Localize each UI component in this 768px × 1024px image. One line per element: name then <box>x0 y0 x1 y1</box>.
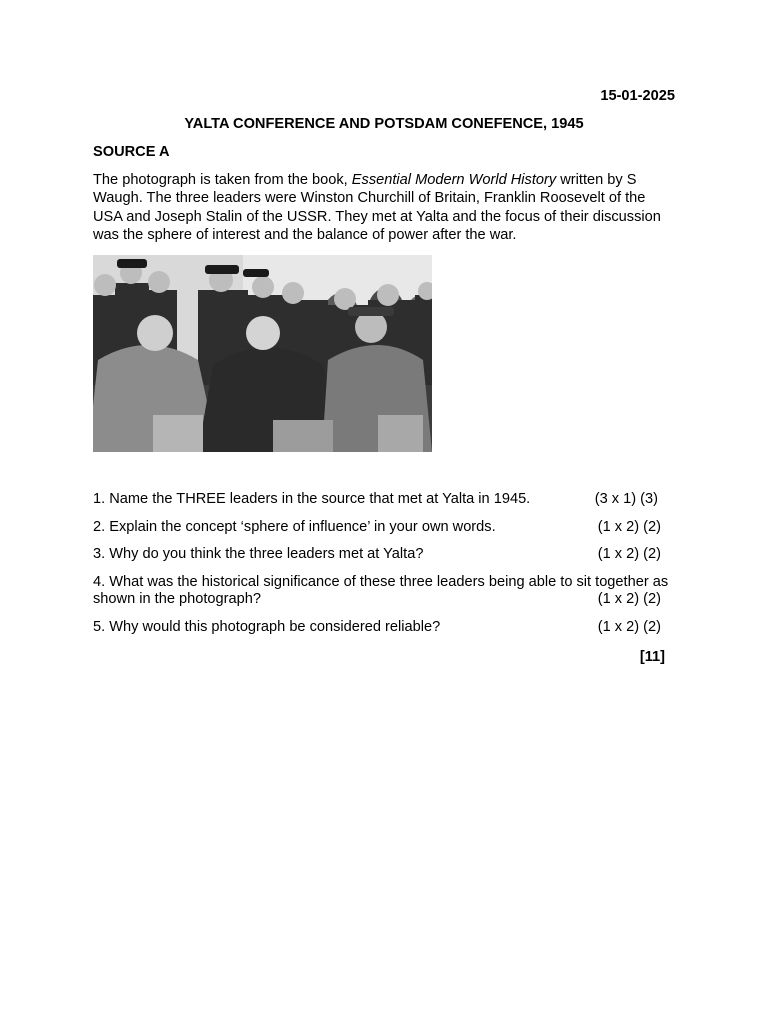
question-text: 4. What was the historical significance of these three leaders being able to sit together as shown in the photograph? <box>93 573 669 607</box>
question-marks: (3 x 1) (3) <box>594 491 658 507</box>
question-text: 5. Why would this photograph be considered reliable? <box>93 618 441 635</box>
source-heading: SOURCE A <box>93 144 170 160</box>
book-title: Essential Modern World History <box>351 172 557 188</box>
question-4 <box>93 574 675 609</box>
question-marks: (1 x 2) (2) <box>597 518 661 535</box>
question-text: 3. Why do you think the three leaders met at Yalta? <box>93 546 424 562</box>
source-text-intro: The photograph is taken from the book, <box>93 172 352 188</box>
page-title: YALTA CONFERENCE AND POTSDAM CONEFENCE, 1945 <box>184 116 584 132</box>
source-text-body: written by S Waugh. The three leaders were Winston Churchill of Britain, Franklin Roosevelt of the USA and Joseph Stalin of the USSR. They met at Yalta and the focus of their discussion was the sphere of interest and the balance of power after the war. <box>93 172 661 244</box>
question-2 <box>93 519 675 537</box>
question-5 <box>93 619 675 637</box>
question-list <box>93 491 675 636</box>
question-text: 1. Name the THREE leaders in the source that met at Yalta in 1945. <box>93 491 531 507</box>
question-3 <box>93 546 675 564</box>
question-marks: (1 x 2) (2) <box>597 546 661 562</box>
question-1 <box>93 491 675 509</box>
question-marks: (1 x 2) (2) <box>597 591 661 607</box>
yalta-photograph <box>93 255 432 452</box>
total-marks: [11] <box>639 649 665 665</box>
photograph-illustration <box>93 255 432 452</box>
date: 15-01-2025 <box>600 88 675 104</box>
source-description <box>93 171 675 245</box>
question-text: 2. Explain the concept ‘sphere of influence’ in your own words. <box>93 518 496 535</box>
question-marks: (1 x 2) (2) <box>597 618 661 635</box>
